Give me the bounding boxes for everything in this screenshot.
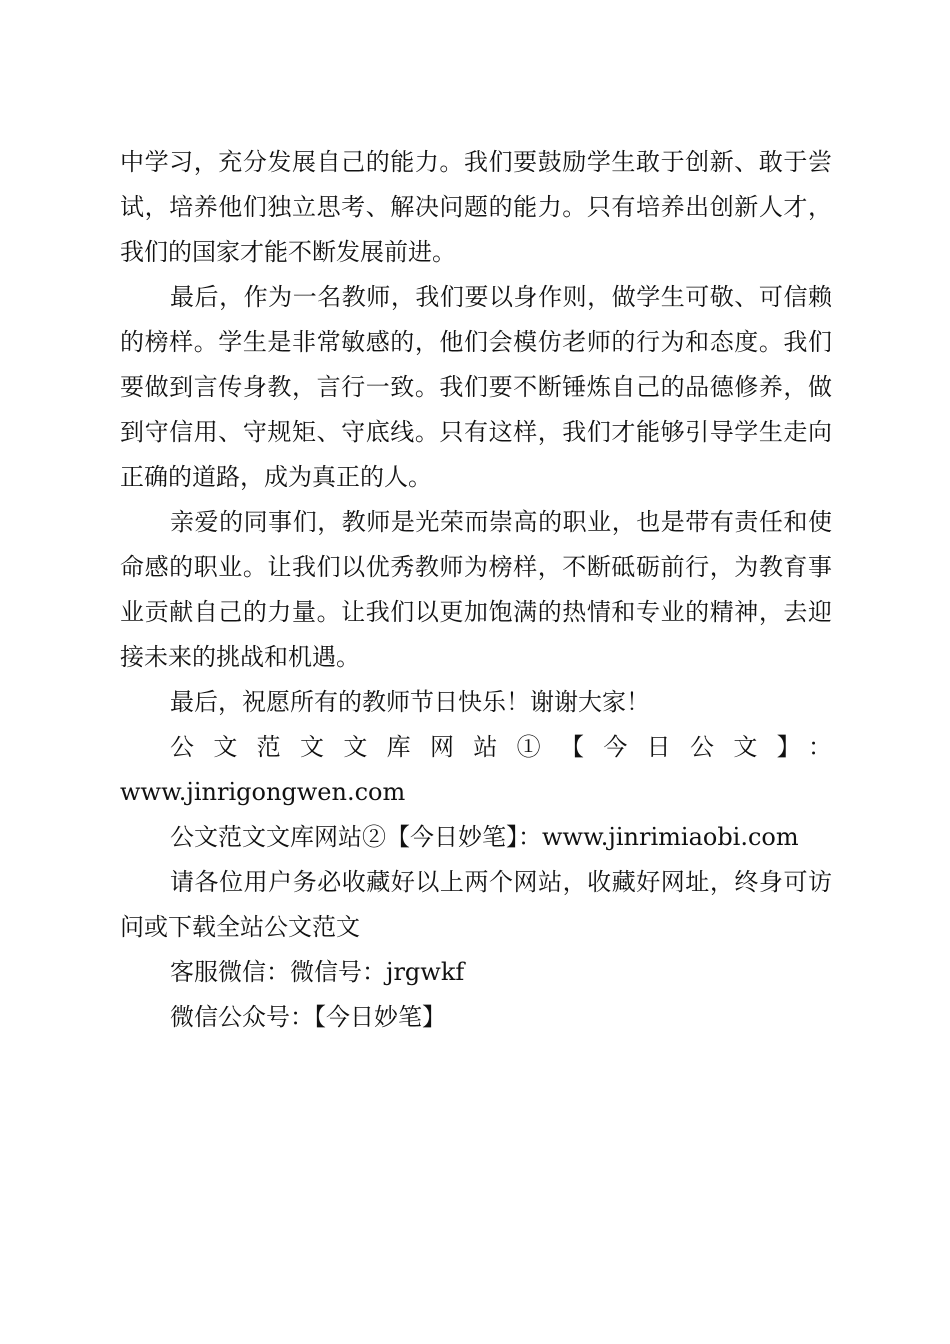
wechat-service: 客服微信：微信号：jrgwkf [170,958,465,986]
bookmark-notice: 请各位用户务必收藏好以上两个网站，收藏好网址，终身可访问或下载全站公文范文 [120,868,832,941]
site-1-label: 公文范文文库网站①【今日公文】： [170,733,832,761]
site-1-url: www.jinrigongwen.com [120,778,406,806]
document-page [120,140,832,1040]
paragraph-2: 最后，作为一名教师，我们要以身作则，做学生可敬、可信赖的榜样。学生是非常敏感的，他们会模仿老师的行为和态度。我们要做到言传身教，言行一致。我们要不断锤炼自己的品德修养，做到守信用、守规矩、守底线。只有这样，我们才能够引导学生走向正确的道路，成为真正的人。 [120,283,832,491]
site-2-line: 公文范文文库网站②【今日妙笔】：www.jinrimiaobi.com [170,823,799,851]
paragraph-3: 亲爱的同事们，教师是光荣而崇高的职业，也是带有责任和使命感的职业。让我们以优秀教师为榜样，不断砥砺前行，为教育事业贡献自己的力量。让我们以更加饱满的热情和专业的精神，去迎接未来的挑战和机遇。 [120,508,832,671]
wechat-public-account: 微信公众号：【今日妙笔】 [170,1003,446,1031]
paragraph-closing: 最后，祝愿所有的教师节日快乐！谢谢大家！ [170,688,650,716]
paragraph-1: 中学习，充分发展自己的能力。我们要鼓励学生敢于创新、敢于尝试，培养他们独立思考、解决问题的能力。只有培养出创新人才，我们的国家才能不断发展前进。 [120,148,832,266]
